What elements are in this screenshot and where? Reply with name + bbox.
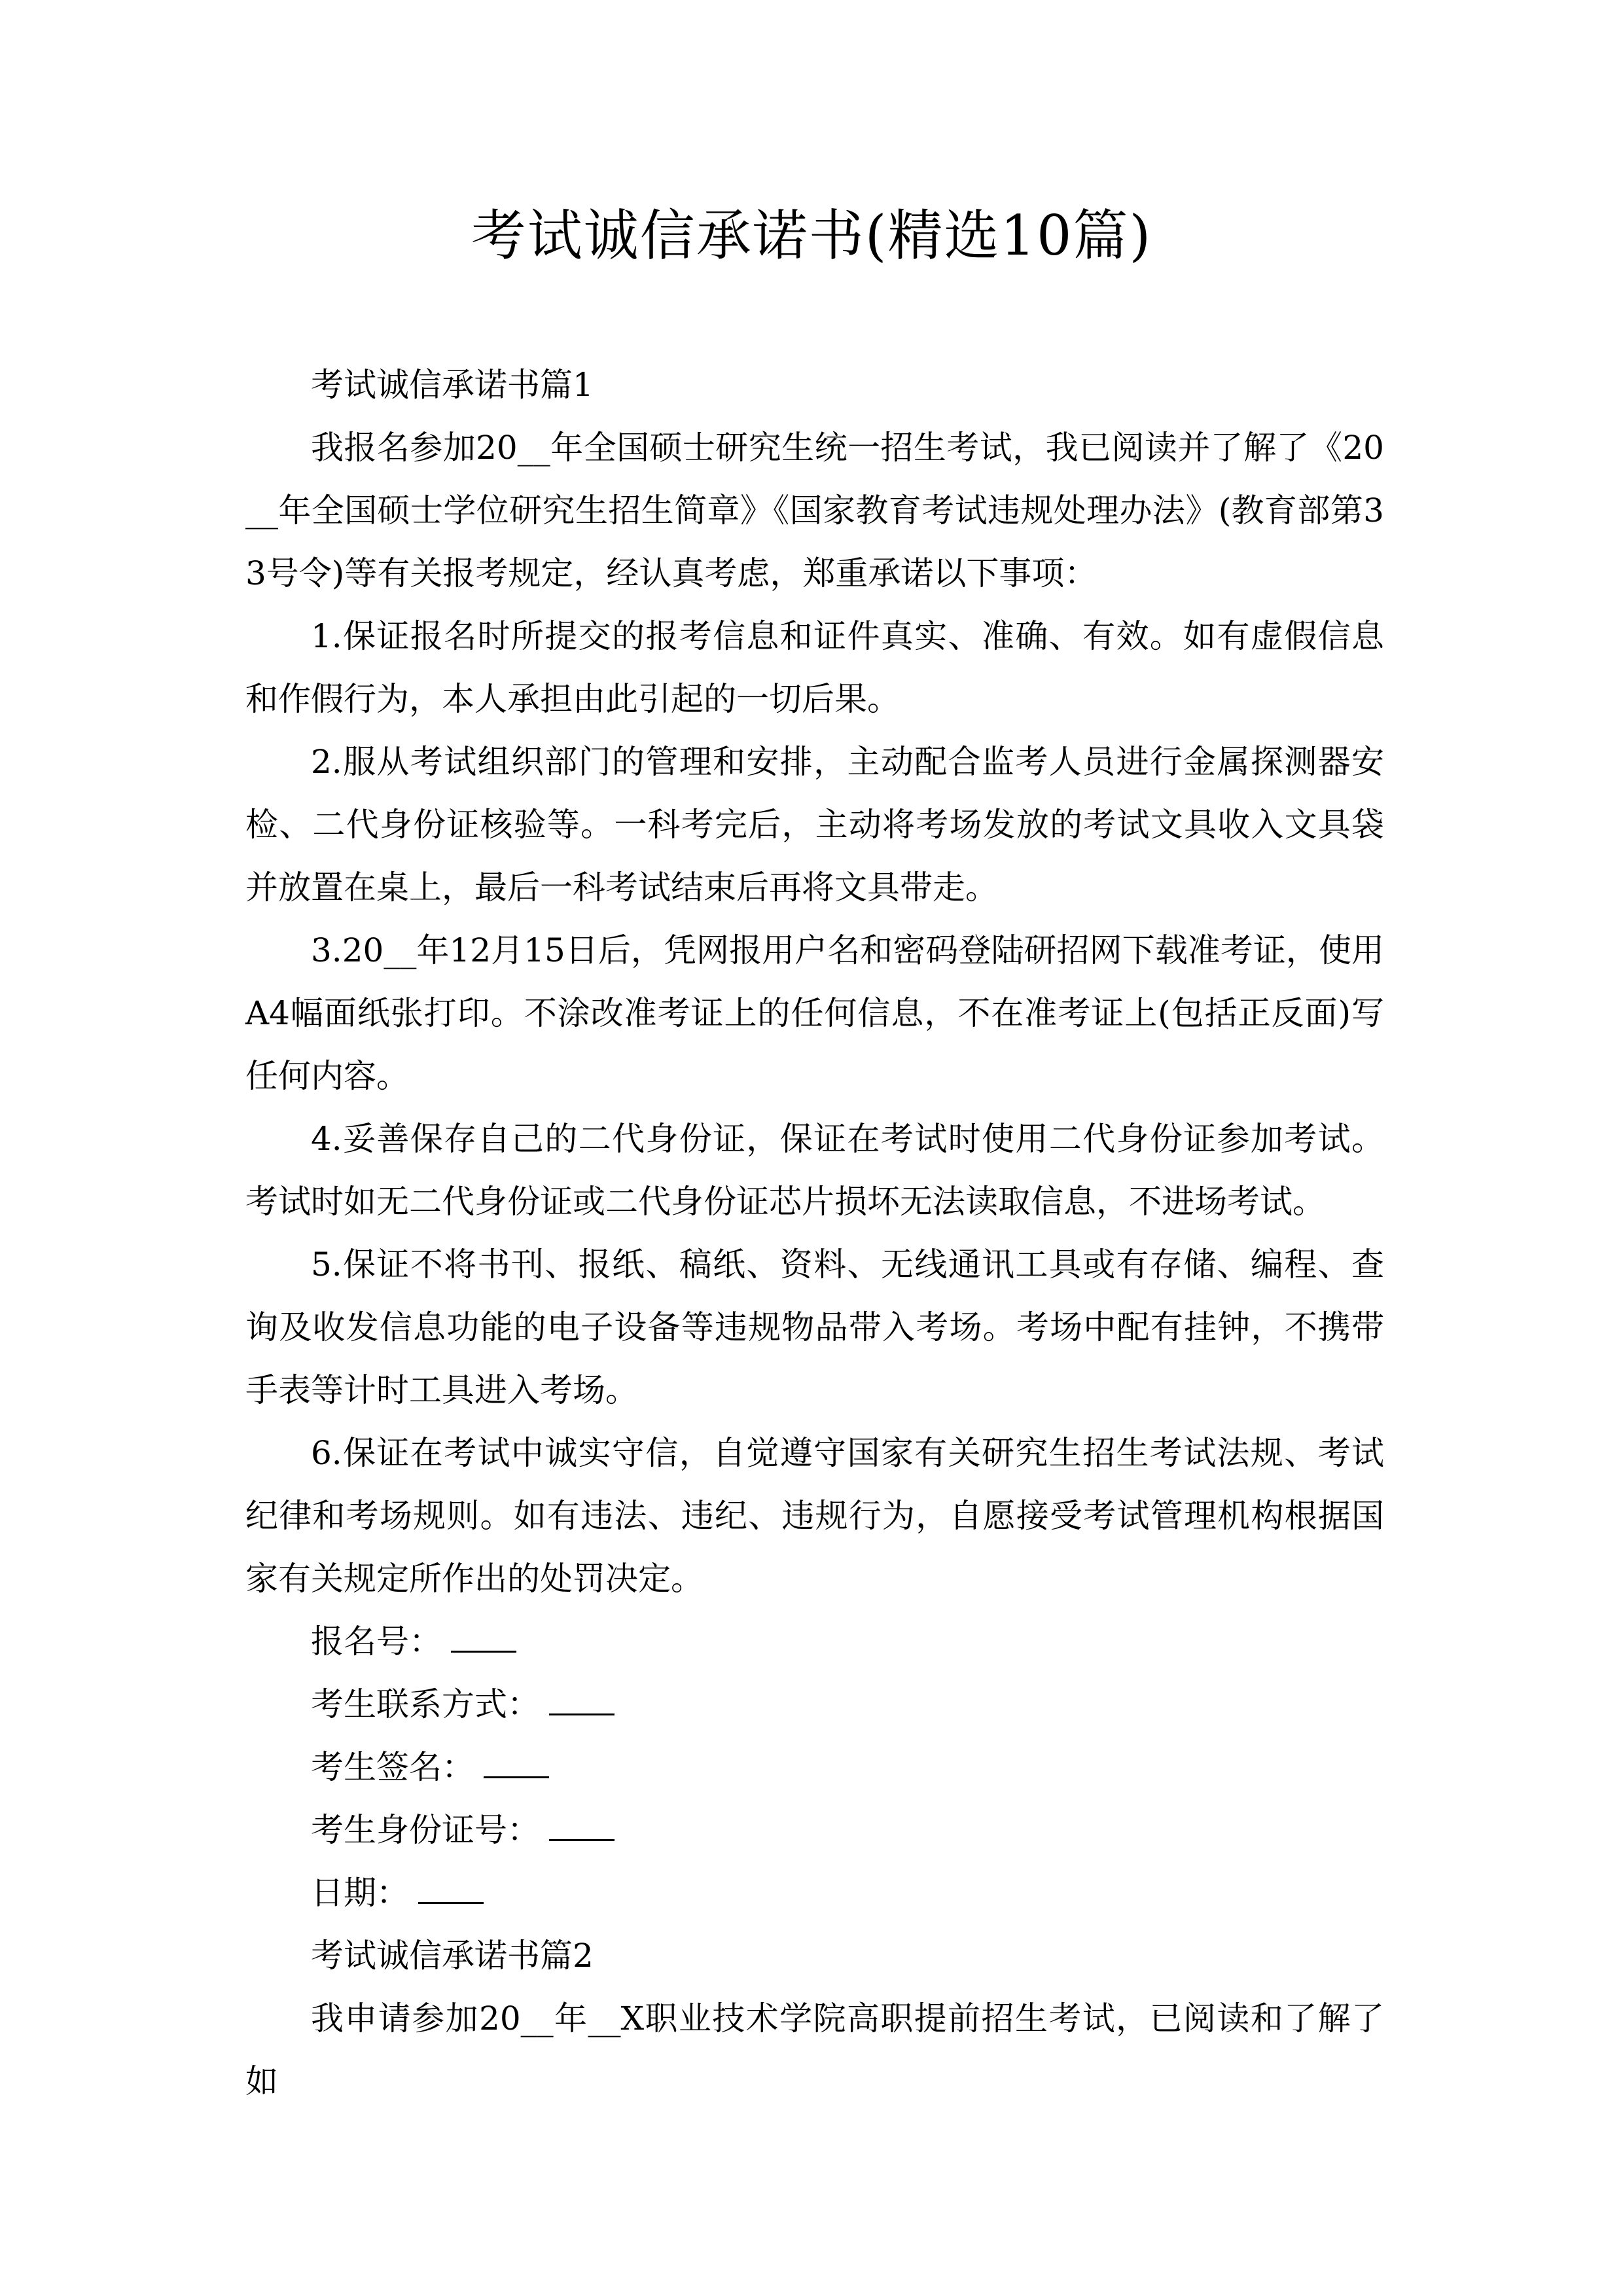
fill-in-blank bbox=[484, 1750, 549, 1778]
paragraph: 3.20__年12月15日后，凭网报用户名和密码登陆研招网下载准考证，使用A4幅面纸张打印。不涂改准考证上的任何信息，不在准考证上(包括正反面)写任何内容。 bbox=[245, 931, 1384, 1095]
field-registration-number bbox=[245, 1610, 1384, 1673]
section-heading: 考试诚信承诺书篇1 bbox=[311, 366, 594, 404]
field-contact bbox=[245, 1673, 1384, 1736]
paragraph: 我申请参加20__年__X职业技术学院高职提前招生考试，已阅读和了解了如 bbox=[245, 2000, 1384, 2100]
fill-in-blank bbox=[451, 1624, 516, 1653]
paragraph: 6.保证在考试中诚实守信，自觉遵守国家有关研究生招生考试法规、考试纪律和考场规则。如有违法、违纪、违规行为，自愿接受考试管理机构根据国家有关规定所作出的处罚决定。 bbox=[245, 1434, 1384, 1598]
field-signature bbox=[245, 1736, 1384, 1799]
paragraph: 5.保证不将书刊、报纸、稿纸、资料、无线通讯工具或有存储、编程、查询及收发信息功能的电子设备等违规物品带入考场。考场中配有挂钟，不携带手表等计时工具进入考场。 bbox=[245, 1246, 1384, 1409]
field-date bbox=[245, 1861, 1384, 1924]
field-label: 考生联系方式： bbox=[311, 1685, 540, 1723]
fill-in-blank bbox=[549, 1813, 615, 1841]
paragraph: 我报名参加20__年全国硕士研究生统一招生考试，我已阅读并了解了《20__年全国硕士学位研究生招生简章》《国家教育考试违规处理办法》(教育部第33号令)等有关报考规定，经认真考虑，郑重承诺以下事项： bbox=[245, 429, 1384, 592]
paragraph: 4.妥善保存自己的二代身份证，保证在考试时使用二代身份证参加考试。考试时如无二代身份证或二代身份证芯片损坏无法读取信息，不进场考试。 bbox=[245, 1120, 1384, 1221]
field-id-number bbox=[245, 1799, 1384, 1861]
section-heading: 考试诚信承诺书篇2 bbox=[311, 1937, 594, 1975]
field-label: 考生签名： bbox=[311, 1748, 474, 1786]
paragraph: 1.保证报名时所提交的报考信息和证件真实、准确、有效。如有虚假信息和作假行为，本人承担由此引起的一切后果。 bbox=[245, 617, 1384, 718]
fill-in-blank bbox=[418, 1876, 484, 1904]
field-label: 日期： bbox=[311, 1874, 409, 1912]
document-body bbox=[245, 353, 1384, 2113]
field-label: 考生身份证号： bbox=[311, 1811, 540, 1849]
paragraph: 2.服从考试组织部门的管理和安排，主动配合监考人员进行金属探测器安检、二代身份证核验等。一科考完后，主动将考场发放的考试文具收入文具袋并放置在桌上，最后一科考试结束后再将文具带走。 bbox=[245, 743, 1384, 906]
fill-in-blank bbox=[549, 1687, 615, 1715]
field-label: 报名号： bbox=[311, 1623, 442, 1660]
document-title: 考试诚信承诺书(精选10篇) bbox=[471, 204, 1152, 268]
